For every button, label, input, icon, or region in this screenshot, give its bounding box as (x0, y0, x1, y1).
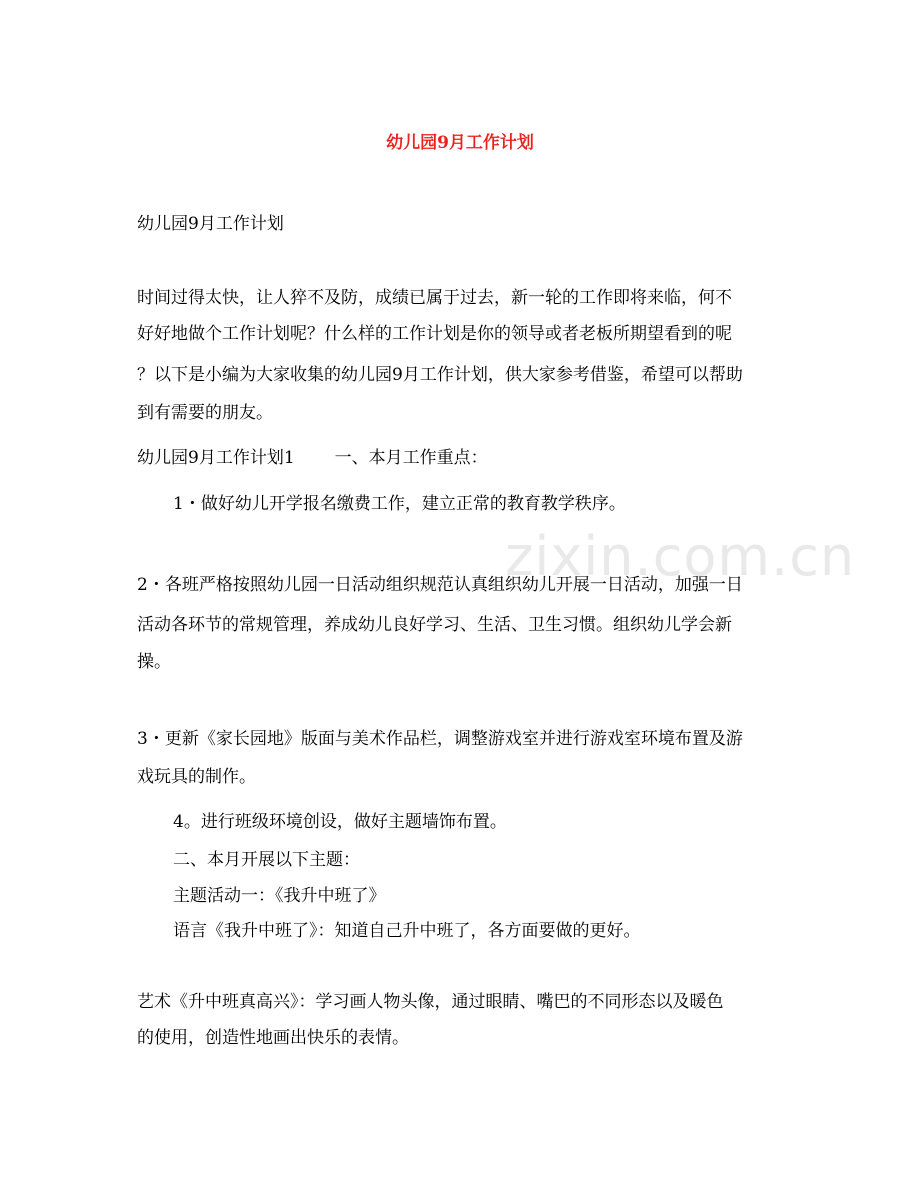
section1-heading: 一、本月工作重点： (334, 448, 488, 468)
language-item: 语言《我升中班了》：知道自己升中班了，各方面要做的更好。 (173, 921, 641, 941)
item-3-line-2: 戏玩具的制作。 (137, 767, 256, 787)
item-3-line-1: 3・更新《家长园地》版面与美术作品栏，调整游戏室并进行游戏室环境布置及游 (137, 729, 743, 749)
document-title: 幼儿园9月工作计划 (386, 133, 534, 153)
intro-line-3: ？以下是小编为大家收集的幼儿园9月工作计划，供大家参考借鉴，希望可以帮助 (137, 365, 743, 385)
item-1: 1・做好幼儿开学报名缴费工作，建立正常的教育教学秩序。 (173, 494, 626, 514)
art-line-1: 艺术《升中班真高兴》：学习画人物头像，通过眼睛、嘴巴的不同形态以及暖色 (137, 992, 724, 1012)
intro-line-1: 时间过得太快，让人猝不及防，成绩已属于过去，新一轮的工作即将来临，何不 (137, 288, 732, 308)
section2-heading: 二、本月开展以下主题： (173, 850, 360, 870)
plan-heading: 幼儿园9月工作计划1 (137, 448, 295, 468)
intro-line-4: 到有需要的朋友。 (137, 403, 273, 423)
item-2-line-2: 活动各环节的常规管理，养成幼儿良好学习、生活、卫生习惯。组织幼儿学会新 (137, 615, 732, 635)
document-subtitle: 幼儿园9月工作计划 (137, 214, 284, 234)
intro-line-2: 好好地做个工作计划呢？什么样的工作计划是你的领导或者老板所期望看到的呢 (137, 324, 732, 344)
item-2-line-1: 2・各班严格按照幼儿园一日活动组织规范认真组织幼儿开展一日活动，加强一日 (137, 575, 743, 595)
watermark: zixin.com.cn (505, 525, 856, 588)
theme-1: 主题活动一：《我升中班了》 (173, 886, 386, 906)
plan-heading-row (137, 446, 488, 470)
art-line-2: 的使用，创造性地画出快乐的表情。 (137, 1028, 409, 1048)
item-4: 4。进行班级环境创设，做好主题墙饰布置。 (173, 812, 507, 832)
item-2-line-3: 操。 (137, 652, 171, 672)
